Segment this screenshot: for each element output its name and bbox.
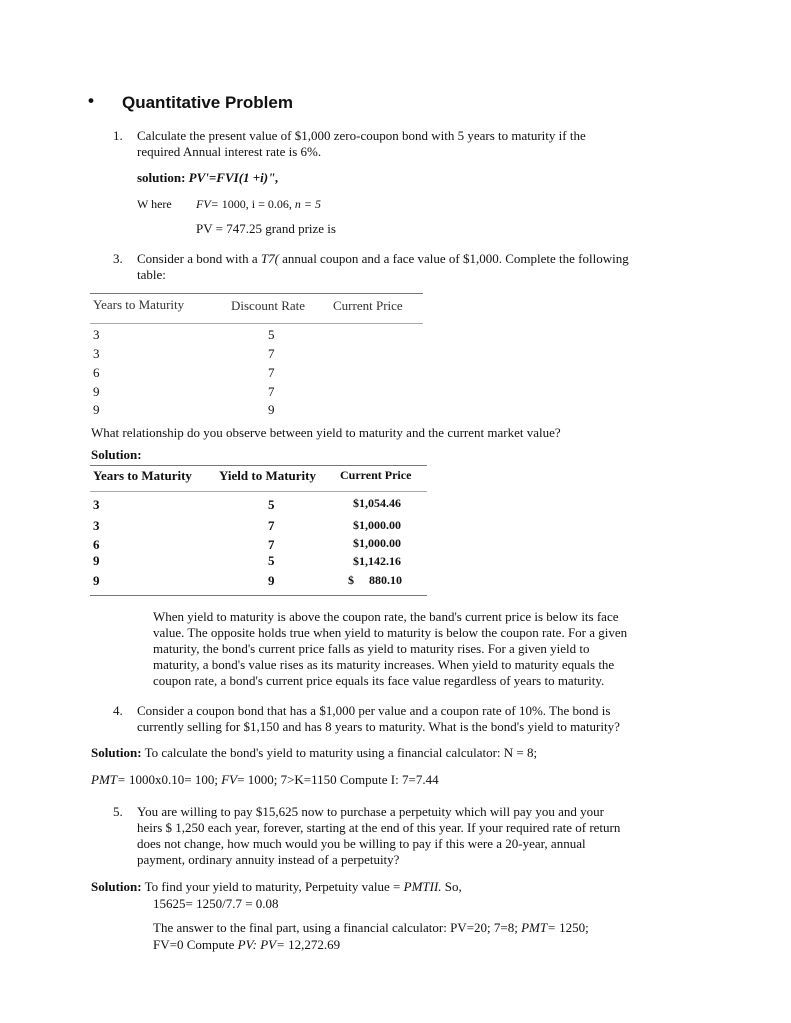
table2-header-rule <box>90 491 427 492</box>
table1-row3-years: 6 <box>93 365 100 380</box>
table2-row4-price: $1,142.16 <box>353 554 401 568</box>
q3-line1-b: T7( <box>260 251 279 266</box>
q3-explanation-line1: When yield to maturity is above the coupon rate, the band's current price is below its face <box>153 609 619 624</box>
table1-header-rule <box>90 323 423 324</box>
q4-pmt-label: PMT= <box>91 772 126 787</box>
table1-header-price: Current Price <box>333 298 403 313</box>
q4-pmt-b: = 1000; 7>K=1150 Compute I: 7=7.44 <box>237 772 439 787</box>
q3-explanation-line5: coupon rate, a bond's current price equals its face value regardless of years to maturity. <box>153 673 605 688</box>
q5-final1-a: The answer to the final part, using a financial calculator: PV=20; 7=8; <box>153 920 518 935</box>
q4-pmt-a: 1000x0.10= 100; <box>129 772 218 787</box>
q1-line2: required Annual interest rate is 6%. <box>137 144 322 159</box>
q5-calc: 15625= 1250/7.7 = 0.08 <box>153 896 279 911</box>
table2-row4-yield: 5 <box>268 553 275 568</box>
q1-fv-label: FV= <box>196 197 219 211</box>
q5-line2: heirs $ 1,250 each year, forever, starting at the end of this year. If your required rate of return <box>137 820 621 835</box>
table1-row1-years: 3 <box>93 327 100 342</box>
table2-row1-years: 3 <box>93 497 100 512</box>
q1-n: n = 5 <box>294 197 321 211</box>
q1-number: 1. <box>113 128 123 143</box>
q4-fv-label: FV <box>221 772 238 787</box>
q5-line1: You are willing to pay $15,625 now to purchase a perpetuity which will pay you and your <box>137 804 604 819</box>
table2-row2-price: $1,000.00 <box>353 518 401 532</box>
q5-final2-b: PV: PV= <box>237 937 285 952</box>
table2-row3-price: $1,000.00 <box>353 536 401 550</box>
q3-explanation-line3: maturity, the bond's current price falls as yield to maturity rises. For a given yield to <box>153 641 590 656</box>
table1-row1-rate: 5 <box>268 327 275 342</box>
table1-header-discount: Discount Rate <box>231 298 306 313</box>
table1-top-rule <box>90 293 423 294</box>
q4-line2: currently selling for $1,150 and has 8 years to maturity. What is the bond's yield to maturity? <box>137 719 620 734</box>
q4-line1: Consider a coupon bond that has a $1,000 per value and a coupon rate of 10%. The bond is <box>137 703 611 718</box>
table2-top-rule <box>90 465 427 466</box>
table2-header-yield: Yield to Maturity <box>219 468 316 483</box>
q3-question: What relationship do you observe between yield to maturity and the current market value? <box>91 425 561 440</box>
q1-where: W here <box>137 197 172 211</box>
table2-row1-price: $1,054.46 <box>353 496 401 510</box>
page-title: Quantitative Problem <box>122 93 293 112</box>
q5-line4: payment, ordinary annuity instead of a perpetuity? <box>137 852 400 867</box>
table2-row5-years: 9 <box>93 573 100 588</box>
q3-solution-label: Solution: <box>91 447 142 462</box>
table2-row2-yield: 7 <box>268 518 275 533</box>
q1-solution-formula: PV'=FVI(1 +i)", <box>188 170 279 185</box>
q5-solution <box>91 879 462 895</box>
q5-line3: does not change, how much would you be willing to pay if this were a 20-year, annual <box>137 836 586 851</box>
table2-header-years: Years to Maturity <box>93 468 192 483</box>
bullet: • <box>88 91 94 110</box>
q3-explanation-line4: maturity, a bond's value rises as its maturity increases. When yield to maturity equals the <box>153 657 615 672</box>
q1-fv-rest: 1000, i = 0.06, <box>221 197 292 211</box>
q1-values <box>196 196 321 212</box>
q5-final1-c: 1250; <box>559 920 589 935</box>
q3-line1 <box>137 251 629 267</box>
table1-row4-rate: 7 <box>268 384 275 399</box>
q5-final2-c: 12,272.69 <box>288 937 341 952</box>
q5-solution-label: Solution: <box>91 879 142 894</box>
table2-row4-years: 9 <box>93 553 100 568</box>
table1-row2-rate: 7 <box>268 346 275 361</box>
q1-solution-label: solution: <box>137 170 186 185</box>
table2-row3-years: 6 <box>93 537 100 552</box>
table2-row5-price: $ 880.10 <box>348 573 402 587</box>
q3-line1-a: Consider a bond with a <box>137 251 258 266</box>
table1-row5-rate: 9 <box>268 402 275 417</box>
q4-solution-label: Solution: <box>91 745 142 760</box>
q5-final-line2 <box>153 937 340 953</box>
table2-row2-years: 3 <box>93 518 100 533</box>
table2-row3-yield: 7 <box>268 537 275 552</box>
q4-solution-text: To calculate the bond's yield to maturity using a financial calculator: N = 8; <box>144 745 538 760</box>
table2-row1-yield: 5 <box>268 497 275 512</box>
table2-header-price: Current Price <box>340 468 412 482</box>
q4-number: 4. <box>113 703 123 718</box>
q5-solution-c: So, <box>444 879 462 894</box>
q3-explanation-line2: value. The opposite holds true when yield to maturity is below the coupon rate. For a given <box>153 625 628 640</box>
q5-solution-b: PMTII. <box>403 879 442 894</box>
q5-final2-a: FV=0 Compute <box>153 937 235 952</box>
q3-line2: table: <box>137 267 166 282</box>
table1-row4-years: 9 <box>93 384 100 399</box>
table1-header-years: Years to Maturity <box>93 297 185 312</box>
table1-row5-years: 9 <box>93 402 100 417</box>
table1-row2-years: 3 <box>93 346 100 361</box>
table2-row5-yield: 9 <box>268 573 275 588</box>
table1-row3-rate: 7 <box>268 365 275 380</box>
q4-solution <box>91 745 537 761</box>
q1-solution <box>137 170 279 186</box>
q3-line1-c: annual coupon and a face value of $1,000. Complete the following <box>282 251 629 266</box>
q5-solution-a: To find your yield to maturity, Perpetuity value = <box>144 879 401 894</box>
q5-final1-b: PMT= <box>521 920 556 935</box>
q4-pmt-line <box>91 772 439 788</box>
table2-bottom-rule <box>90 595 427 596</box>
q3-number: 3. <box>113 251 123 266</box>
q5-final-line1 <box>153 920 589 936</box>
q1-line1: Calculate the present value of $1,000 zero-coupon bond with 5 years to maturity if the <box>137 128 586 143</box>
q5-number: 5. <box>113 804 123 819</box>
q1-pv-line: PV = 747.25 grand prize is <box>196 221 336 236</box>
